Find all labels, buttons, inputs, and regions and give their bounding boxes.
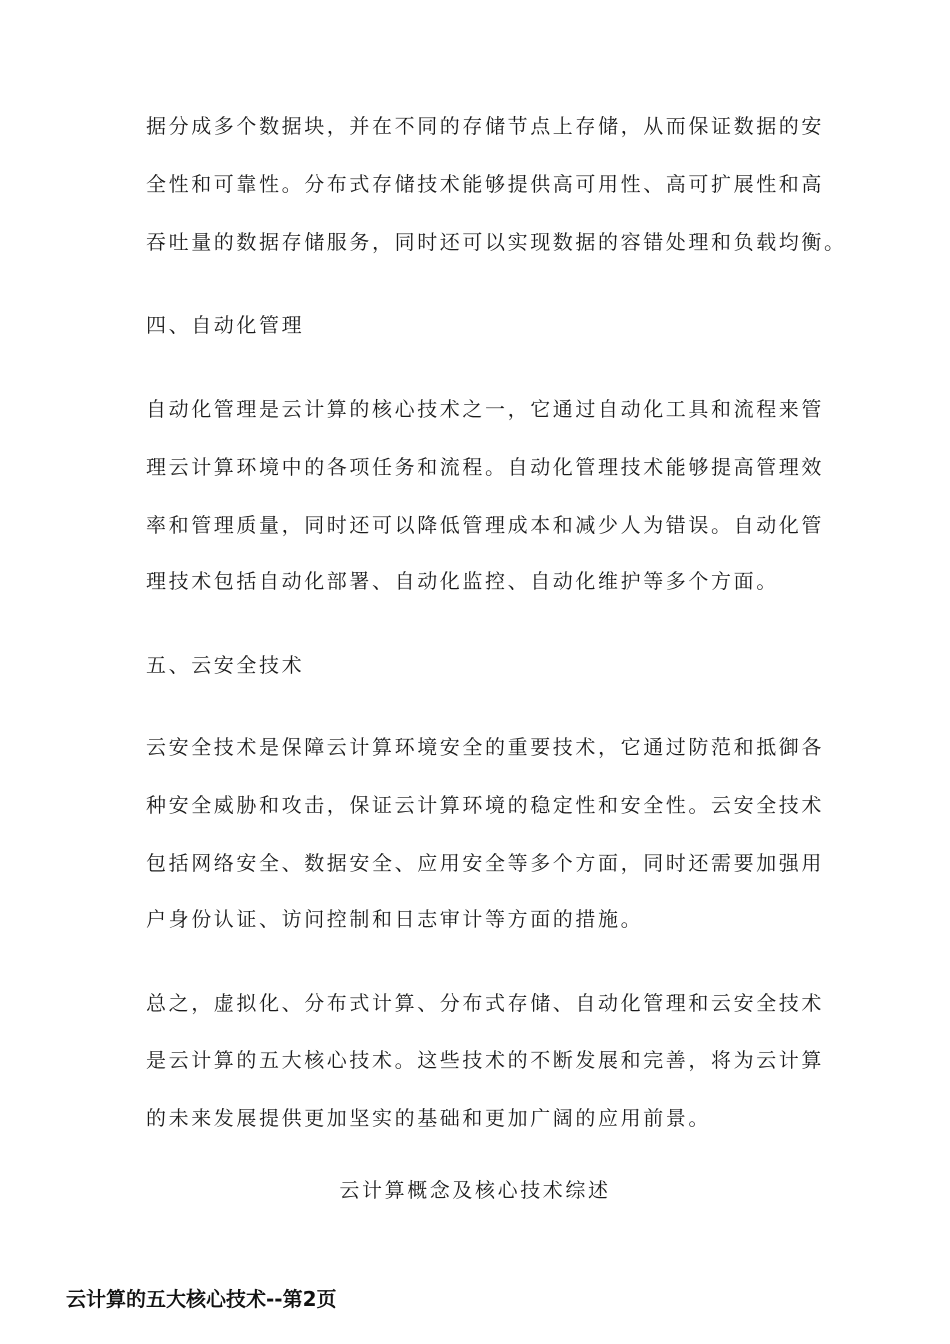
paragraph-line: 自动化管理是云计算的核心技术之一，它通过自动化工具和流程来管 xyxy=(146,397,824,421)
document-title: 云计算概念及核心技术综述 xyxy=(339,1178,611,1202)
paragraph-line: 是云计算的五大核心技术。这些技术的不断发展和完善，将为云计算 xyxy=(146,1048,824,1072)
paragraph-line: 全性和可靠性。分布式存储技术能够提供高可用性、高可扩展性和高 xyxy=(146,172,824,196)
paragraph-line: 理技术包括自动化部署、自动化监控、自动化维护等多个方面。 xyxy=(146,569,779,593)
paragraph-line: 种安全威胁和攻击，保证云计算环境的稳定性和安全性。云安全技术 xyxy=(146,793,824,817)
paragraph-line: 包括网络安全、数据安全、应用安全等多个方面，同时还需要加强用 xyxy=(146,851,824,875)
section-heading: 五、云安全技术 xyxy=(146,653,305,677)
paragraph-line: 据分成多个数据块，并在不同的存储节点上存储，从而保证数据的安 xyxy=(146,114,824,138)
paragraph-line: 总之，虚拟化、分布式计算、分布式存储、自动化管理和云安全技术 xyxy=(146,991,824,1015)
paragraph-line: 的未来发展提供更加坚实的基础和更加广阔的应用前景。 xyxy=(146,1106,711,1130)
paragraph-line: 云安全技术是保障云计算环境安全的重要技术，它通过防范和抵御各 xyxy=(146,735,824,759)
paragraph-line: 户身份认证、访问控制和日志审计等方面的措施。 xyxy=(146,907,644,931)
paragraph-line: 吞吐量的数据存储服务，同时还可以实现数据的容错处理和负载均衡。 xyxy=(146,230,847,254)
paragraph-line: 理云计算环境中的各项任务和流程。自动化管理技术能够提高管理效 xyxy=(146,455,824,479)
page-footer: 云计算的五大核心技术--第2页 xyxy=(66,1287,337,1311)
paragraph-line: 率和管理质量，同时还可以降低管理成本和减少人为错误。自动化管 xyxy=(146,513,824,537)
section-heading: 四、自动化管理 xyxy=(146,313,305,337)
